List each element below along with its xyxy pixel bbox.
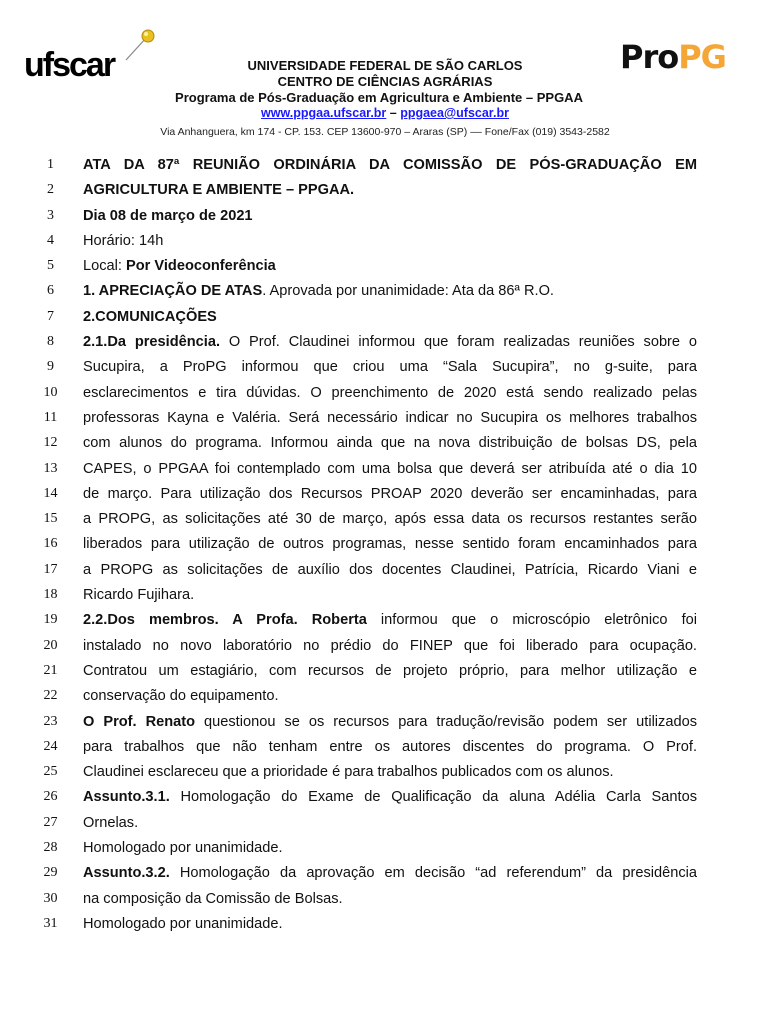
line-text <box>83 409 697 428</box>
document-line <box>0 330 770 355</box>
propg-logo-pro: Pro <box>620 38 679 76</box>
contact-links <box>0 106 770 121</box>
body-text: Contratou um estagiário, com recursos de projeto próprio, para melhor utilização e <box>83 662 697 679</box>
document-line <box>0 735 770 760</box>
body-text: Homologado por unanimidade. <box>83 840 283 857</box>
document-line <box>0 153 770 178</box>
bold-text: 2.2.Dos membros. A Profa. Roberta <box>83 612 367 629</box>
bold-text: 2.COMUNICAÇÕES <box>83 308 217 325</box>
line-number: 6 <box>47 283 54 299</box>
line-text <box>83 510 697 529</box>
document-line <box>0 634 770 659</box>
line-number: 3 <box>47 207 54 223</box>
line-number: 2 <box>47 182 54 198</box>
body-text: conservação do equipamento. <box>83 688 279 705</box>
bold-text: 1. APRECIAÇÃO DE ATAS <box>83 283 263 300</box>
line-text <box>83 358 697 377</box>
line-text <box>83 333 697 352</box>
body-text: Sucupira, a ProPG informou que criou uma “Sala Sucupira”, no g-suite, para <box>83 359 697 376</box>
line-text <box>83 156 697 175</box>
line-number: 10 <box>43 384 58 400</box>
bold-text: O Prof. Renato <box>83 713 196 730</box>
document-line <box>0 532 770 557</box>
document-line <box>0 684 770 709</box>
document-line <box>0 254 770 279</box>
document-line <box>0 229 770 254</box>
line-number: 7 <box>47 308 54 324</box>
document-line <box>0 204 770 229</box>
line-number: 29 <box>43 865 58 881</box>
line-text <box>83 207 697 226</box>
line-number: 4 <box>47 232 54 248</box>
line-text <box>83 788 697 807</box>
line-text <box>83 586 697 605</box>
line-text <box>83 535 697 554</box>
line-number: 23 <box>43 713 58 729</box>
line-text <box>83 561 697 580</box>
line-text <box>83 637 697 656</box>
line-text <box>83 915 697 934</box>
document-line <box>0 785 770 810</box>
line-number: 30 <box>43 890 58 906</box>
line-number: 27 <box>43 814 58 830</box>
line-number: 17 <box>43 561 58 577</box>
university-name: UNIVERSIDADE FEDERAL DE SÃO CARLOS <box>247 58 523 73</box>
line-text <box>83 864 697 883</box>
body-text: esclarecimentos e tira dúvidas. O preenchimento de 2020 está sendo realizado pelas <box>83 384 697 401</box>
line-number: 11 <box>43 409 58 425</box>
address-line: Via Anhanguera, km 174 - CP. 153. CEP 13600-970 – Araras (SP) –– Fone/Fax (019) 3543-2582 <box>160 126 610 138</box>
line-text <box>83 814 697 833</box>
line-number: 24 <box>43 738 58 754</box>
document-line <box>0 659 770 684</box>
minutes-body <box>0 153 770 937</box>
line-text <box>83 384 697 403</box>
line-number: 22 <box>43 688 58 704</box>
body-text: Homologação da aprovação em decisão “ad referendum” da presidência <box>169 865 697 882</box>
body-text: Homologado por unanimidade. <box>83 915 283 932</box>
body-text: de março. Para utilização dos Recursos PROAP 2020 deverão ser encaminhadas, para <box>83 485 697 502</box>
document-line <box>0 431 770 456</box>
bold-text: AGRICULTURA E AMBIENTE – PPGAA. <box>83 182 355 199</box>
body-text: a PROPG as solicitações de auxílio dos docentes Claudinei, Patrícia, Ricardo Viani e <box>83 561 697 578</box>
line-text <box>83 485 697 504</box>
line-number: 1 <box>47 157 54 172</box>
body-text: liberados para utilização de outros programas, nesse sentido foram encaminhados para <box>83 536 697 553</box>
line-text <box>83 308 697 327</box>
document-line <box>0 558 770 583</box>
document-line <box>0 406 770 431</box>
ufscar-wordmark: ufscar <box>24 46 115 84</box>
line-text <box>83 257 697 276</box>
ufscar-torch-icon <box>120 28 156 62</box>
line-number: 21 <box>43 662 58 678</box>
line-number: 20 <box>43 637 58 653</box>
line-number: 25 <box>43 764 58 780</box>
document-line <box>0 710 770 735</box>
line-number: 15 <box>43 511 58 527</box>
line-number: 14 <box>43 485 58 501</box>
body-text: . Aprovada por unanimidade: Ata da 86ª R.O. <box>262 283 554 300</box>
document-line <box>0 583 770 608</box>
line-text <box>83 282 697 301</box>
line-number: 18 <box>43 587 58 603</box>
body-text: instalado no novo laboratório no prédio do FINEP que foi liberado para ocupação. <box>83 637 697 654</box>
document-line <box>0 355 770 380</box>
document-line <box>0 836 770 861</box>
line-text <box>83 763 697 782</box>
document-line <box>0 861 770 886</box>
bold-text: Assunto.3.1. <box>83 789 170 806</box>
line-number: 13 <box>43 460 58 476</box>
body-text: Claudinei esclareceu que a prioridade é para trabalhos publicados com os alunos. <box>83 764 614 781</box>
line-number: 12 <box>43 435 58 451</box>
bold-text: Assunto.3.2. <box>83 865 170 882</box>
line-text <box>83 460 697 479</box>
body-text: professoras Kayna e Valéria. Será necessário indicar no Sucupira os melhores trabalhos <box>83 409 697 426</box>
line-text <box>83 738 697 757</box>
document-line <box>0 178 770 203</box>
body-text: questionou se os recursos para tradução/revisão podem ser utilizados <box>195 713 697 730</box>
line-text <box>83 181 697 200</box>
body-text: Ricardo Fujihara. <box>83 587 195 604</box>
website-link[interactable]: www.ppgaa.ufscar.br <box>261 106 387 120</box>
line-text <box>83 434 697 453</box>
line-number: 9 <box>47 359 54 375</box>
line-number: 8 <box>47 334 54 350</box>
body-text: a PROPG, as solicitações até 30 de março, após essa data os recursos restantes serão <box>83 511 697 528</box>
document-line <box>0 811 770 836</box>
document-line <box>0 507 770 532</box>
body-text: Local: <box>83 258 126 275</box>
bold-text: ATA DA 87ª REUNIÃO ORDINÁRIA DA COMISSÃO DE PÓS-GRADUAÇÃO EM <box>83 157 697 173</box>
line-number: 16 <box>43 536 58 552</box>
bold-text: Por Videoconferência <box>126 258 276 275</box>
line-text <box>83 890 697 909</box>
institution-header <box>0 58 770 139</box>
document-line <box>0 887 770 912</box>
document-line <box>0 305 770 330</box>
body-text: O Prof. Claudinei informou que foram realizadas reuniões sobre o <box>220 334 697 351</box>
line-number: 26 <box>43 789 58 805</box>
bold-text: 2.1.Da presidência. <box>83 334 221 351</box>
line-text <box>83 662 697 681</box>
document-line <box>0 608 770 633</box>
propg-logo-pg: PG <box>678 38 726 76</box>
line-number: 5 <box>47 258 54 274</box>
document-line <box>0 457 770 482</box>
document-line <box>0 482 770 507</box>
line-text <box>83 611 697 630</box>
line-text <box>83 232 697 251</box>
line-number: 28 <box>43 840 58 856</box>
body-text: para trabalhos que não tenham entre os autores discentes do programa. O Prof. <box>83 738 697 755</box>
body-text: informou que o microscópio eletrônico foi <box>366 612 697 629</box>
body-text: CAPES, o PPGAA foi contemplado com uma bolsa que deverá ser atribuída até o dia 10 <box>83 460 697 477</box>
line-number: 31 <box>43 915 58 931</box>
document-line <box>0 381 770 406</box>
body-text: Homologação do Exame de Qualificação da aluna Adélia Carla Santos <box>169 789 697 806</box>
center-name: CENTRO DE CIÊNCIAS AGRÁRIAS <box>277 74 493 89</box>
line-text <box>83 713 697 732</box>
body-text: na composição da Comissão de Bolsas. <box>83 890 343 907</box>
line-text <box>83 687 697 706</box>
bold-text: Dia 08 de março de 2021 <box>83 207 253 224</box>
document-header <box>0 0 770 150</box>
line-number: 19 <box>43 612 58 628</box>
document-line <box>0 912 770 937</box>
body-text: Horário: 14h <box>83 232 164 249</box>
email-link[interactable]: ppgaea@ufscar.br <box>400 106 509 120</box>
line-text <box>83 839 697 858</box>
link-separator: – <box>386 106 401 120</box>
document-line <box>0 279 770 304</box>
body-text: com alunos do programa. Informou ainda que na nova distribuição de bolsas DS, pela <box>83 435 697 452</box>
program-name: Programa de Pós-Graduação em Agricultura e Ambiente – PPGAA <box>175 90 583 105</box>
body-text: Ornelas. <box>83 814 139 831</box>
document-line <box>0 760 770 785</box>
